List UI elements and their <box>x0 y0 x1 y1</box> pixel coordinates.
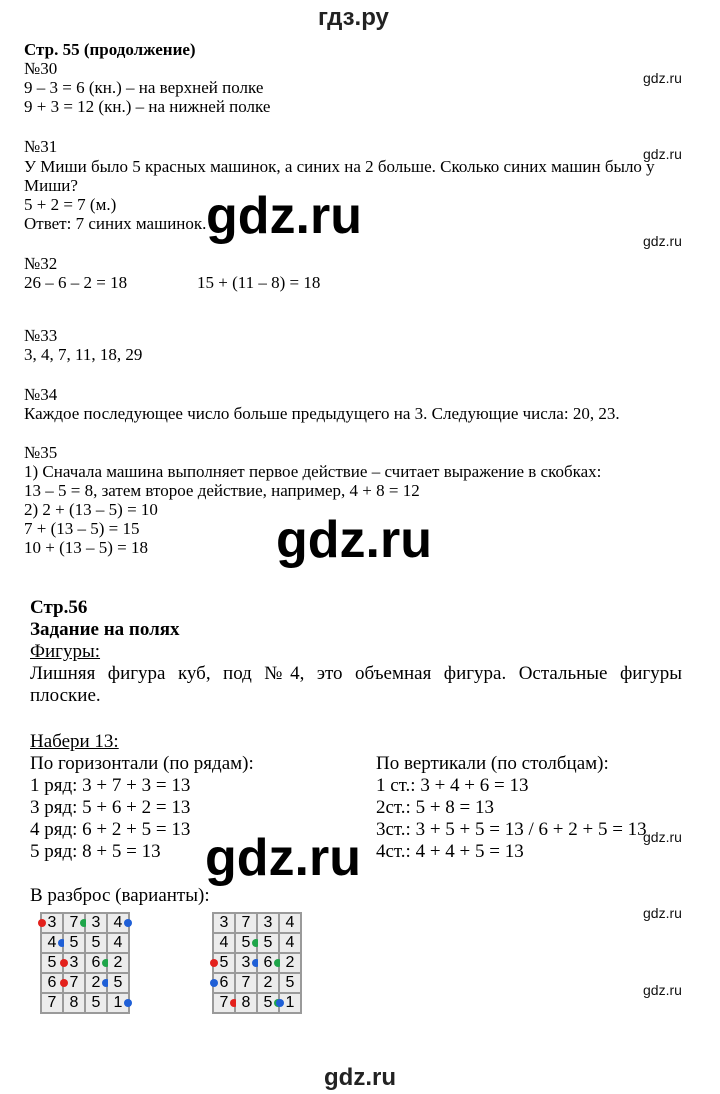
watermark-large: gdz.ru <box>205 829 361 887</box>
page-56-title: Стр.56 <box>30 597 88 618</box>
grid-cell: 6 <box>257 953 279 973</box>
grid-cell: 5 <box>257 933 279 953</box>
task-35-line-5: 10 + (13 – 5) = 18 <box>24 538 148 557</box>
grid-cell: 5 <box>63 933 85 953</box>
grid-row <box>213 913 301 933</box>
grid-cell: 3 <box>41 913 63 933</box>
site-header[interactable]: гдз.ру <box>318 4 389 31</box>
grid-cell: 5 <box>279 973 301 993</box>
task-35-line-4: 7 + (13 – 5) = 15 <box>24 519 140 538</box>
blue-marker <box>124 999 132 1007</box>
grid-cell: 7 <box>63 973 85 993</box>
number-grid-variant-1 <box>40 912 130 1014</box>
blue-marker <box>210 979 218 987</box>
task-31-answer: Ответ: 7 синих машинок. <box>24 214 207 233</box>
grid-cell: 4 <box>213 933 235 953</box>
grid-cell: 7 <box>235 913 257 933</box>
task-30-line-1: 9 – 3 = 6 (кн.) – на верхней полке <box>24 78 264 97</box>
horizontal-line-4: 5 ряд: 8 + 5 = 13 <box>30 841 161 862</box>
task-31-line-1: У Миши было 5 красных машинок, а синих на 2 больше. Сколько синих машин было у <box>24 157 655 176</box>
task-33-line: 3, 4, 7, 11, 18, 29 <box>24 345 143 364</box>
vertical-line-4: 4ст.: 4 + 4 + 5 = 13 <box>376 841 524 862</box>
watermark-large: gdz.ru <box>206 187 362 245</box>
grid-cell: 5 <box>41 953 63 973</box>
grid-row <box>41 953 129 973</box>
grid-cell: 5 <box>107 973 129 993</box>
grid-cell: 5 <box>257 993 279 1013</box>
red-marker <box>38 919 46 927</box>
number-grid-variant-2 <box>212 912 302 1014</box>
grid-cell: 5 <box>213 953 235 973</box>
blue-marker <box>124 919 132 927</box>
watermark-large: gdz.ru <box>276 511 432 569</box>
task-31-number: №31 <box>24 137 58 156</box>
grid-cell: 6 <box>213 973 235 993</box>
grid-cell: 4 <box>107 913 129 933</box>
horizontal-line-2: 3 ряд: 5 + 6 + 2 = 13 <box>30 797 191 818</box>
figures-text-1: Лишняя фигура куб, под №4, это объемная фигура. Остальные фигуры <box>30 663 682 684</box>
figures-text-2: плоские. <box>30 685 101 706</box>
grid-cell: 3 <box>63 953 85 973</box>
watermark-small: gdz.ru <box>643 829 682 845</box>
sum-label: Набери 13: <box>30 731 119 752</box>
blue-marker <box>276 999 284 1007</box>
task-33-number: №33 <box>24 326 58 345</box>
grid-cell: 4 <box>107 933 129 953</box>
watermark-small: gdz.ru <box>643 982 682 998</box>
figures-label: Фигуры: <box>30 641 101 662</box>
red-marker <box>210 959 218 967</box>
task-32-number: №32 <box>24 254 58 273</box>
grid-cell: 3 <box>85 913 107 933</box>
task-35-line-1: 1) Сначала машина выполняет первое действие – считает выражение в скобках: <box>24 462 602 481</box>
horizontal-title: По горизонтали (по рядам): <box>30 753 254 774</box>
task-31-line-3: 5 + 2 = 7 (м.) <box>24 195 117 214</box>
grid-row <box>213 933 301 953</box>
grid-cell: 4 <box>279 913 301 933</box>
watermark-small: gdz.ru <box>643 905 682 921</box>
grid-cell: 8 <box>235 993 257 1013</box>
grid-cell: 5 <box>85 933 107 953</box>
vertical-line-2: 2ст.: 5 + 8 = 13 <box>376 797 495 818</box>
grid-cell: 3 <box>235 953 257 973</box>
grid-cell: 5 <box>85 993 107 1013</box>
task-34-number: №34 <box>24 385 58 404</box>
horizontal-line-3: 4 ряд: 6 + 2 + 5 = 13 <box>30 819 191 840</box>
scatter-label: В разброс (варианты): <box>30 885 210 906</box>
grid-cell: 4 <box>279 933 301 953</box>
grid-row <box>213 993 301 1013</box>
task-32-expr-a: 26 – 6 – 2 = 18 <box>24 273 128 292</box>
red-marker <box>60 959 68 967</box>
task-35-line-3: 2) 2 + (13 – 5) = 10 <box>24 500 158 519</box>
grid-cell: 2 <box>107 953 129 973</box>
vertical-title: По вертикали (по столбцам): <box>376 753 609 774</box>
vertical-line-1: 1 ст.: 3 + 4 + 6 = 13 <box>376 775 529 796</box>
grid-cell: 7 <box>63 913 85 933</box>
watermark-small: gdz.ru <box>643 233 682 249</box>
grid-row <box>213 973 301 993</box>
watermark-small: gdz.ru <box>643 70 682 86</box>
grid-cell: 1 <box>279 993 301 1013</box>
horizontal-line-1: 1 ряд: 3 + 7 + 3 = 13 <box>30 775 191 796</box>
grid-cell: 4 <box>41 933 63 953</box>
grid-row <box>41 993 129 1013</box>
vertical-line-3: 3ст.: 3 + 5 + 5 = 13 / 6 + 2 + 5 = 13 <box>376 819 647 840</box>
grid-cell: 2 <box>257 973 279 993</box>
task-30-line-2: 9 + 3 = 12 (кн.) – на нижней полке <box>24 97 271 116</box>
watermark-bottom: gdz.ru <box>324 1064 396 1091</box>
grid-row <box>213 953 301 973</box>
grid-cell: 7 <box>235 973 257 993</box>
grid-cell: 6 <box>41 973 63 993</box>
task-35-number: №35 <box>24 443 58 462</box>
red-marker <box>60 979 68 987</box>
grid-cell: 7 <box>213 993 235 1013</box>
grid-cell: 5 <box>235 933 257 953</box>
task-34-line: Каждое последующее число больше предыдущего на 3. Следующие числа: 20, 23. <box>24 404 620 423</box>
grid-cell: 2 <box>85 973 107 993</box>
grid-row <box>41 933 129 953</box>
page-56-subtitle: Задание на полях <box>30 619 180 640</box>
task-30-number: №30 <box>24 59 58 78</box>
page-55-title: Стр. 55 (продолжение) <box>24 40 196 59</box>
watermark-small: gdz.ru <box>643 146 682 162</box>
task-31-line-2: Миши? <box>24 176 78 195</box>
grid-cell: 1 <box>107 993 129 1013</box>
grid-cell: 7 <box>41 993 63 1013</box>
grid-row <box>41 973 129 993</box>
grid-cell: 8 <box>63 993 85 1013</box>
grid-cell: 3 <box>257 913 279 933</box>
task-35-line-2: 13 – 5 = 8, затем второе действие, например, 4 + 8 = 12 <box>24 481 420 500</box>
grid-row <box>41 913 129 933</box>
task-32-expr-b: 15 + (11 – 8) = 18 <box>197 273 321 292</box>
grid-cell: 3 <box>213 913 235 933</box>
grid-cell: 2 <box>279 953 301 973</box>
grid-cell: 6 <box>85 953 107 973</box>
